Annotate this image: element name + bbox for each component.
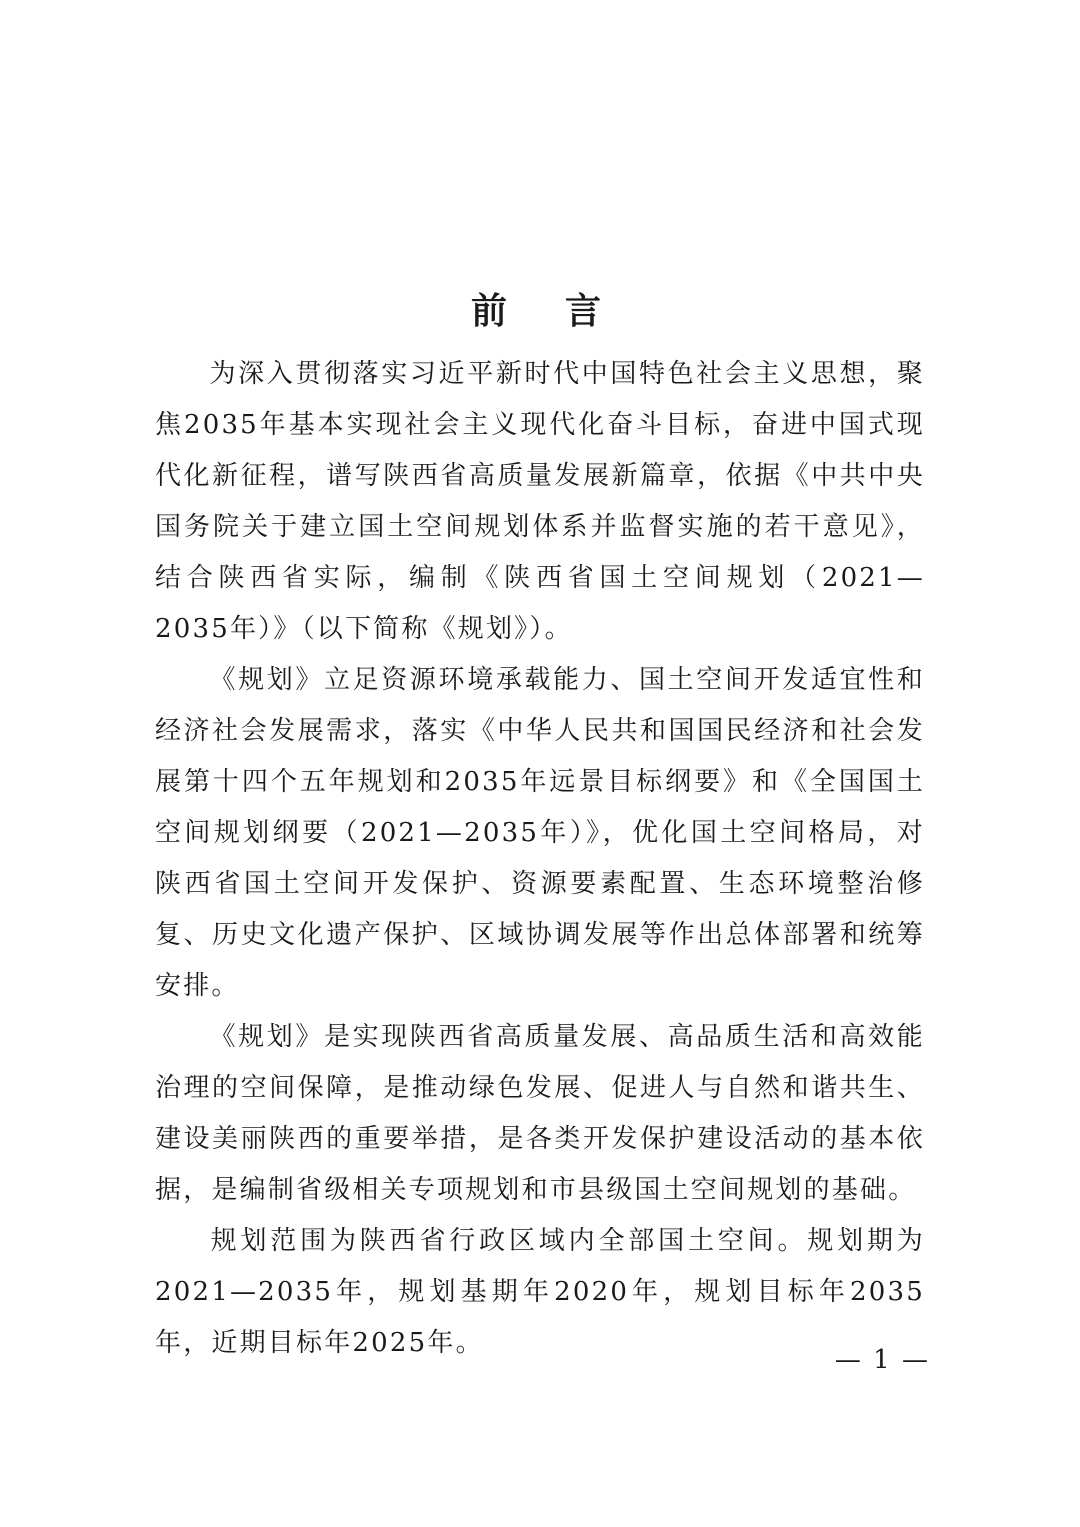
- paragraph-1: [155, 349, 925, 655]
- paragraph-text: 《规划》是实现陕西省高质量发展、高品质生活和高效能治理的空间保障，是推动绿色发展、促进人与自然和谐共生、建设美丽陕西的重要举措，是各类开发保护建设活动的基本依据，是编制省级相关专项规划和市县级国土空间规划的基础。: [155, 1022, 925, 1205]
- paragraph-3: [155, 1012, 925, 1216]
- paragraph-text: 《规划》立足资源环境承载能力、国土空间开发适宜性和经济社会发展需求，落实《中华人民共和国国民经济和社会发展第十四个五年规划和2035年远景目标纲要》和《全国国土空间规划纲要（2021—2035年）》，优化国土空间格局，对陕西省国土空间开发保护、资源要素配置、生态环境整治修复、历史文化遗产保护、区域协调发展等作出总体部署和统筹安排。: [155, 665, 925, 1001]
- paragraph-text: 为深入贯彻落实习近平新时代中国特色社会主义思想，聚焦2035年基本实现社会主义现代化奋斗目标，奋进中国式现代化新征程，谱写陕西省高质量发展新篇章，依据《中共中央国务院关于建立国土空间规划体系并监督实施的若干意见》，结合陕西省实际，编制《陕西省国土空间规划（2021—2035年）》（以下简称《规划》）。: [155, 359, 925, 644]
- page-title: [0, 286, 1080, 336]
- title-part-2: 言: [565, 290, 610, 333]
- title-part-1: 前: [470, 290, 515, 333]
- page-number: — 1 —: [834, 1345, 930, 1375]
- paragraph-2: [155, 655, 925, 1012]
- paragraph-text: 规划范围为陕西省行政区域内全部国土空间。规划期为2021—2035年，规划基期年2020年，规划目标年2035年，近期目标年2025年。: [155, 1226, 925, 1358]
- body-text: [155, 349, 925, 1369]
